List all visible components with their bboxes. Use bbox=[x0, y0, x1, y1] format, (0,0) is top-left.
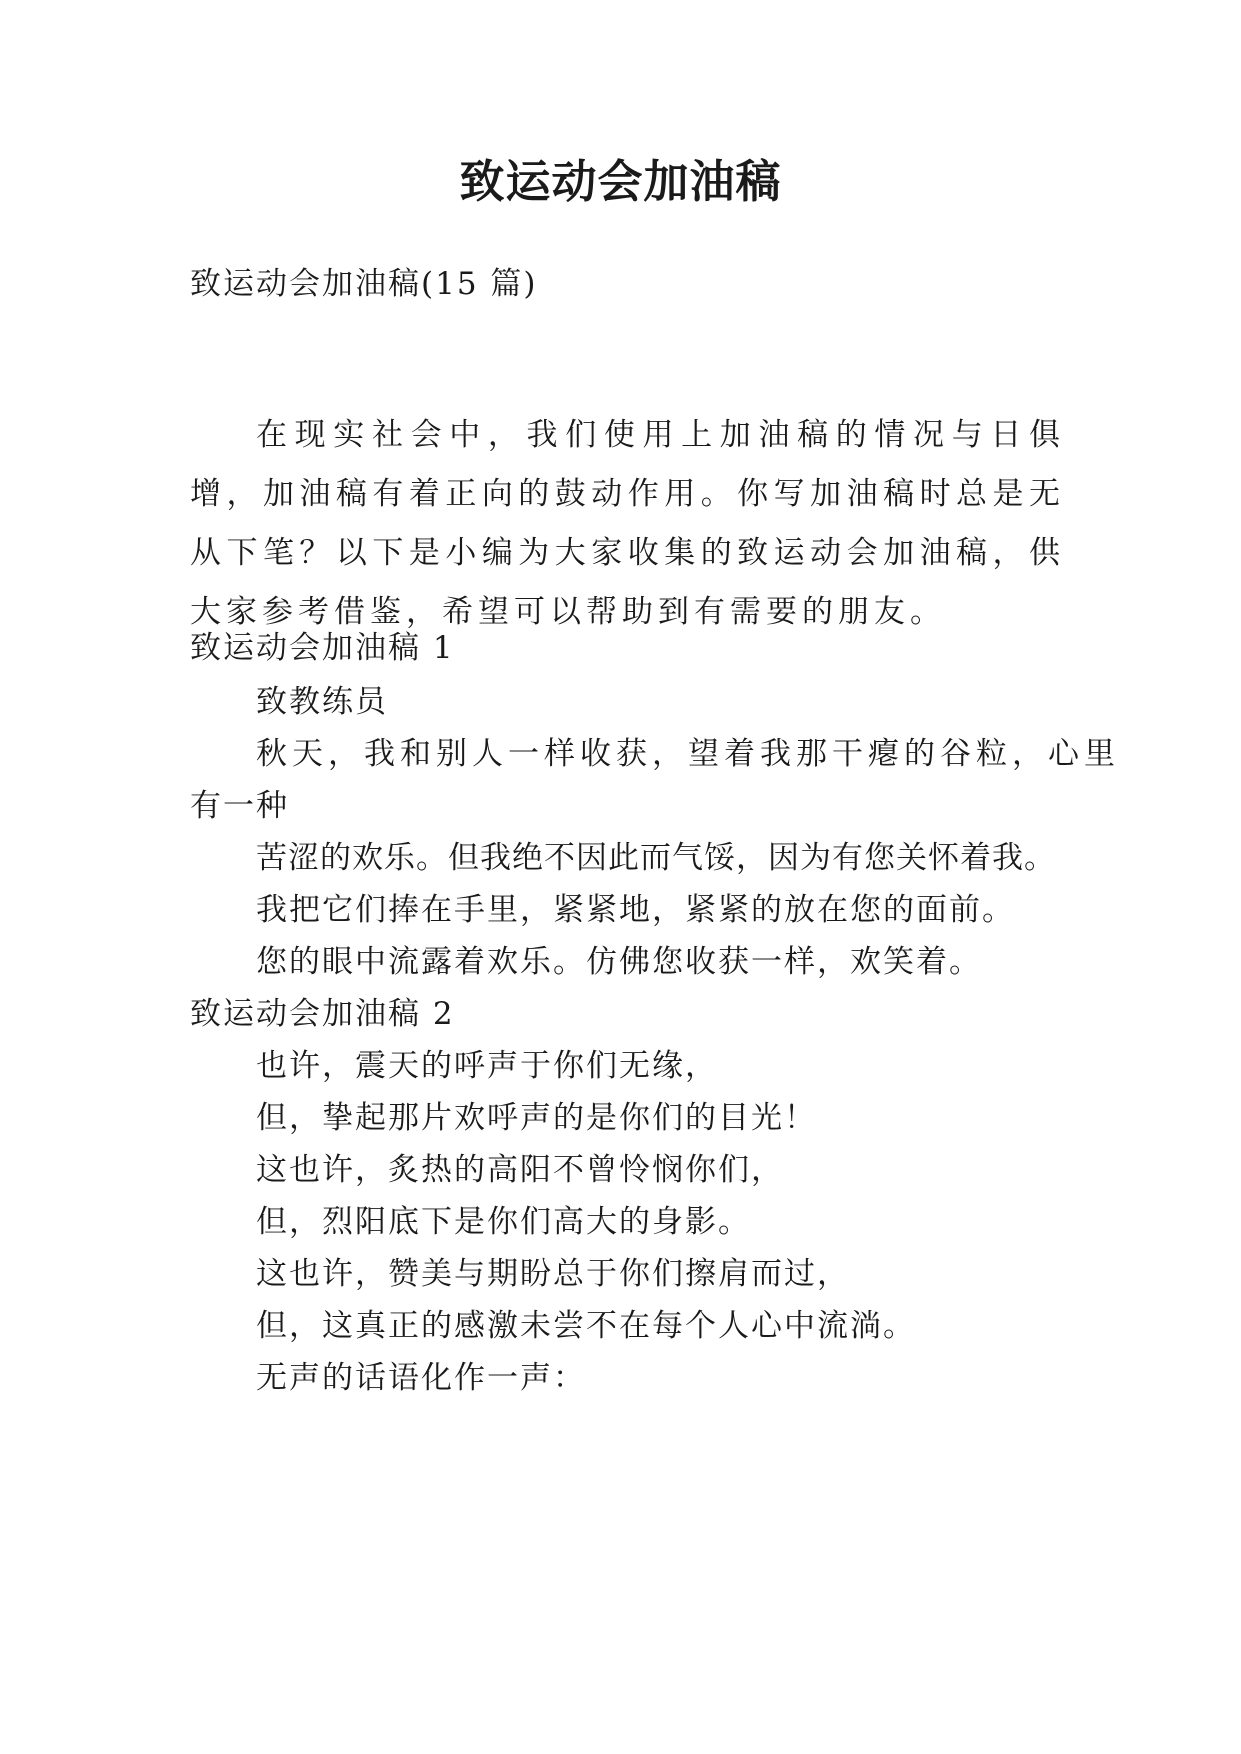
section-2-line: 但，这真正的感激未尝不在每个人心中流淌。 bbox=[256, 1308, 916, 1344]
section-1-line: 秋天，我和别人一样收获，望着我那干瘪的谷粒，心里 bbox=[256, 736, 1120, 772]
section-1-line: 苦涩的欢乐。但我绝不因此而气馁，因为有您关怀着我。 bbox=[256, 840, 1056, 876]
document-title: 致运动会加油稿 bbox=[459, 155, 782, 208]
section-1-line: 有一种 bbox=[190, 788, 289, 824]
section-1-line: 致教练员 bbox=[256, 684, 388, 720]
section-2-line: 无声的话语化作一声： bbox=[256, 1360, 586, 1396]
section-2-line: 这也许，炙热的高阳不曾怜悯你们， bbox=[256, 1152, 784, 1188]
section-2-line: 但，挚起那片欢呼声的是你们的目光！ bbox=[256, 1100, 817, 1136]
section-2-line: 也许，震天的呼声于你们无缘， bbox=[256, 1048, 718, 1084]
section-2-heading: 致运动会加油稿 2 bbox=[190, 996, 455, 1032]
section-2-line: 这也许，赞美与期盼总于你们擦肩而过， bbox=[256, 1256, 850, 1292]
section-2-line: 但，烈阳底下是你们高大的身影。 bbox=[256, 1204, 751, 1240]
document-subtitle: 致运动会加油稿(15 篇) bbox=[190, 266, 538, 302]
section-1-heading: 致运动会加油稿 1 bbox=[190, 630, 455, 666]
section-1-line: 您的眼中流露着欢乐。仿佛您收获一样，欢笑着。 bbox=[256, 944, 982, 980]
intro-paragraph: 在现实社会中，我们使用上加油稿的情况与日俱增，加油稿有着正向的鼓动作用。你写加油稿时总是无从下笔？以下是小编为大家收集的致运动会加油稿，供大家参考借鉴，希望可以帮助到有需要的朋友。 bbox=[190, 417, 1065, 630]
section-1-line: 我把它们捧在手里，紧紧地，紧紧的放在您的面前。 bbox=[256, 892, 1015, 928]
